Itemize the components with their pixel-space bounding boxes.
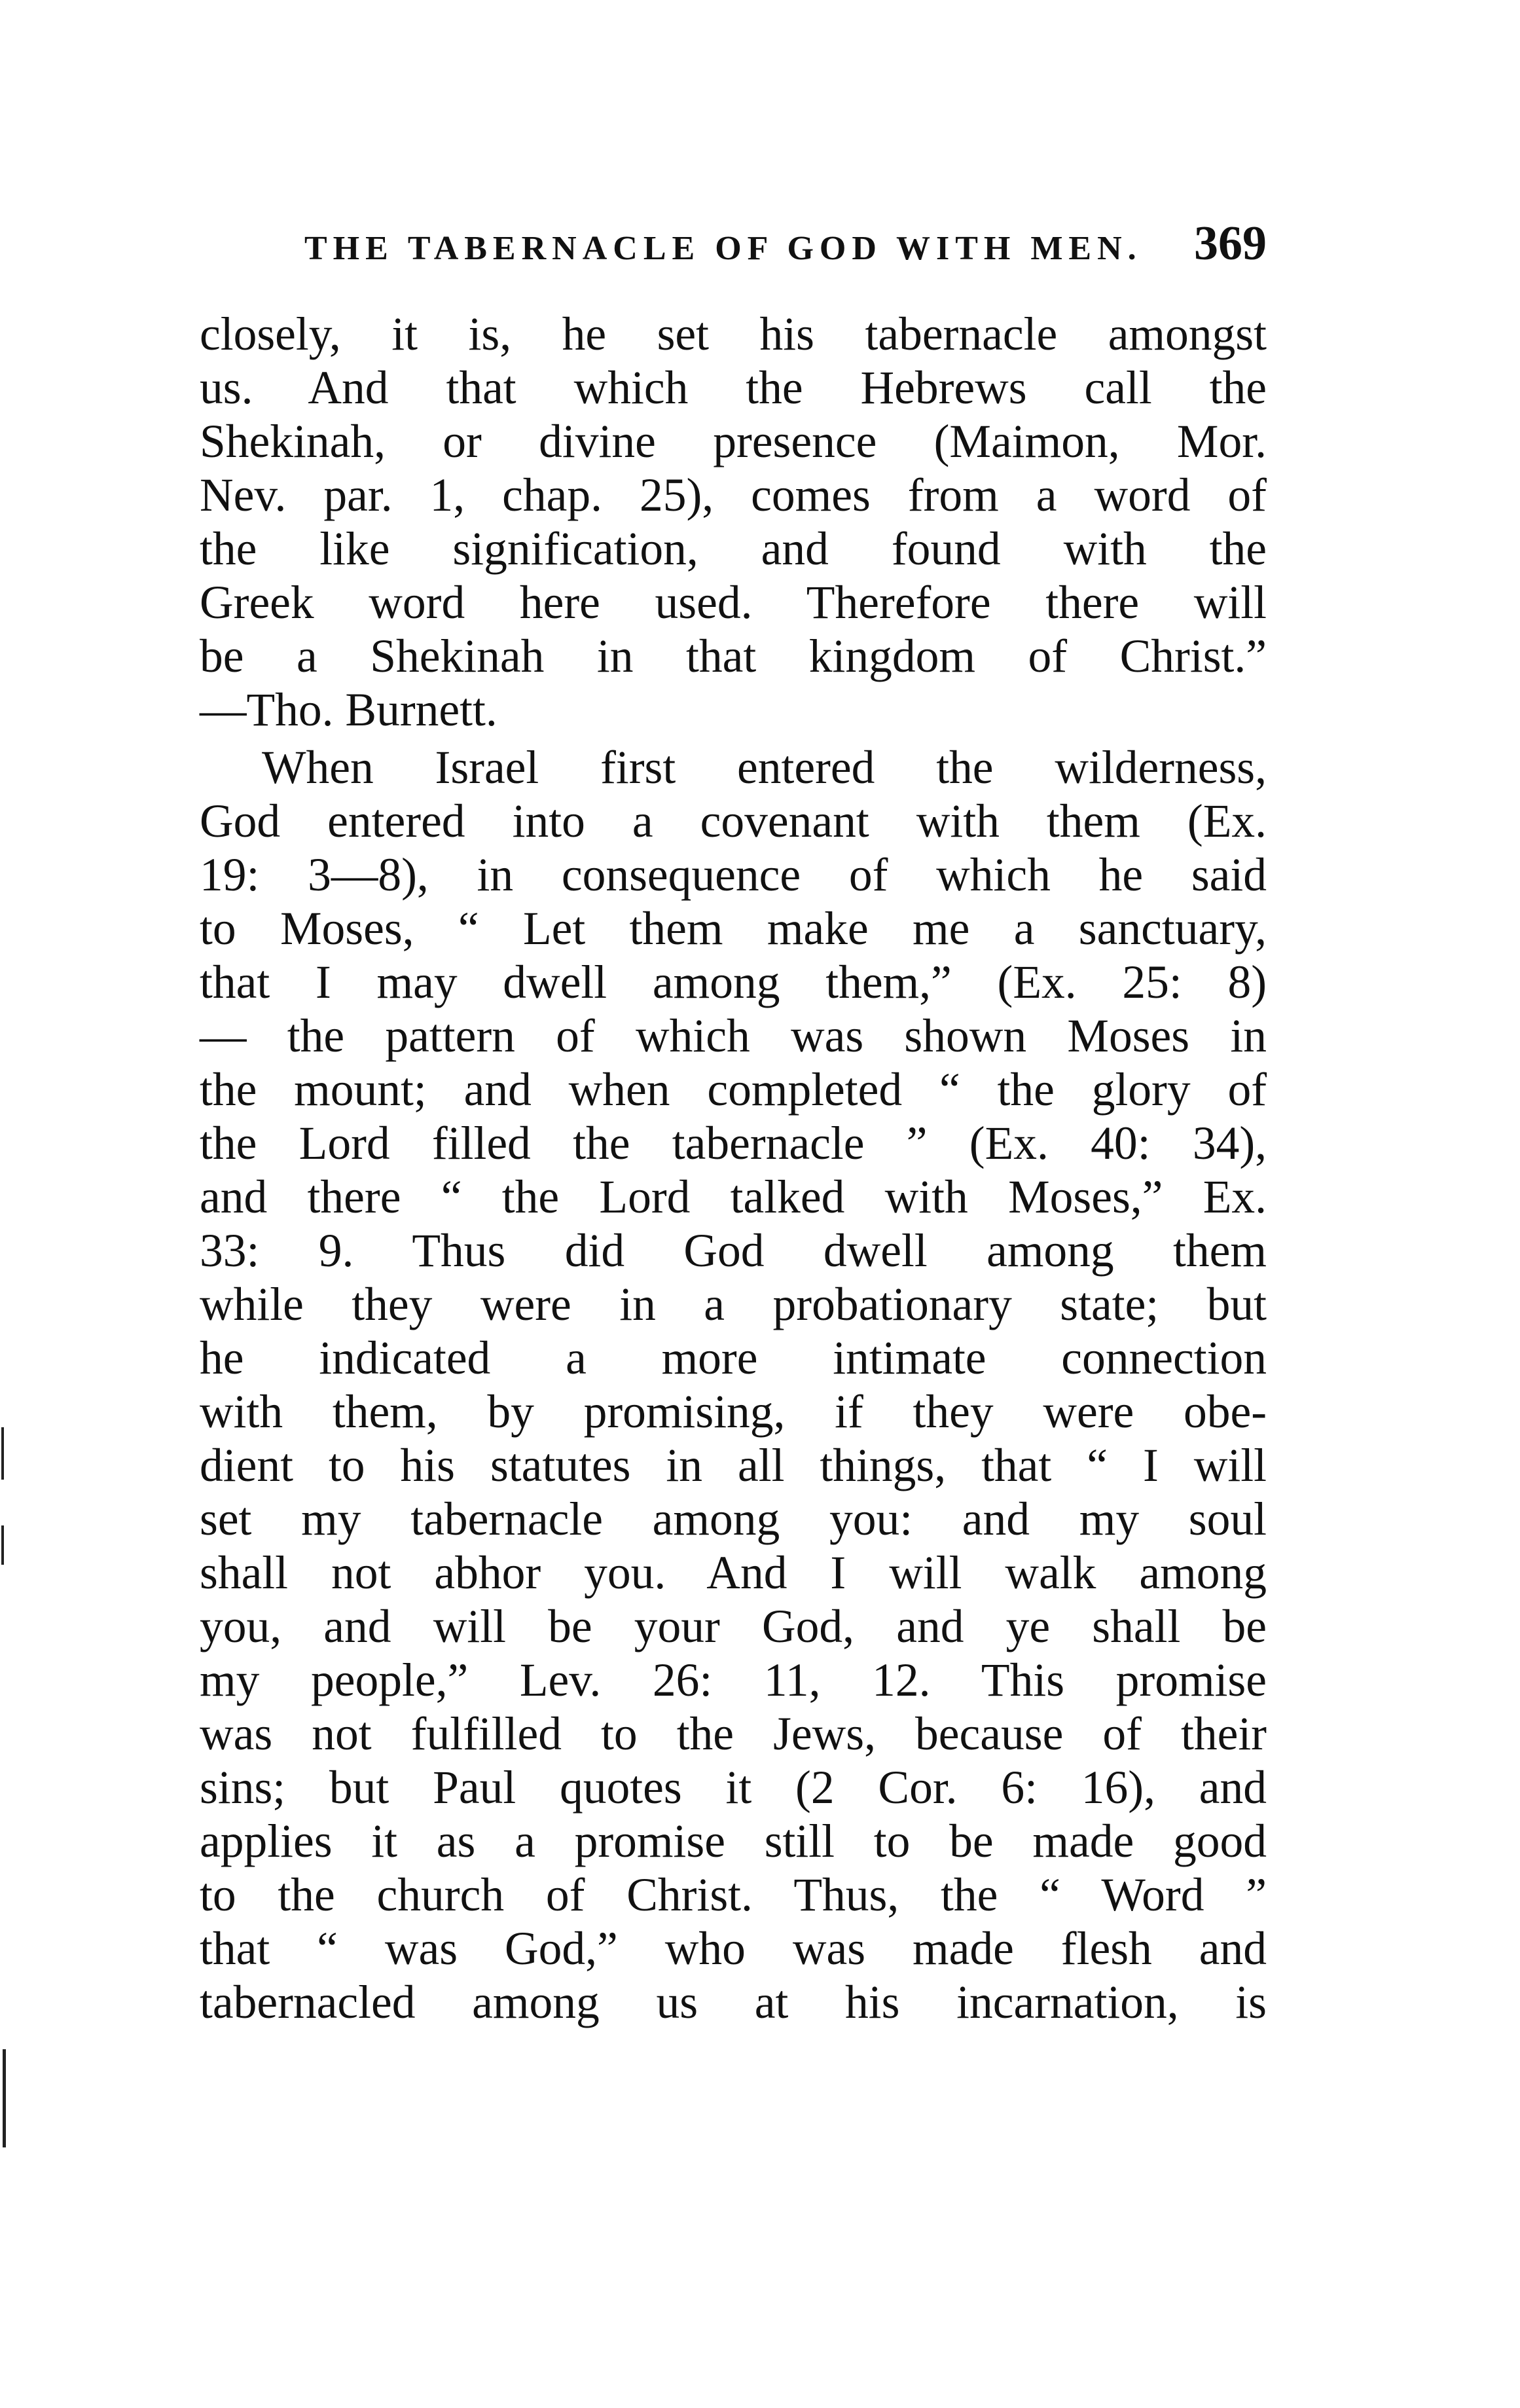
scan-edge-mark — [3, 2049, 6, 2147]
text-line: was not fulfilled to the Jews, because of their — [200, 1708, 1267, 1760]
text-line: — the pattern of which was shown Moses in — [200, 1010, 1267, 1062]
text-line: be a Shekinah in that kingdom of Christ.” — [200, 630, 1267, 682]
text-line: 33: 9. Thus did God dwell among them — [200, 1225, 1267, 1277]
text-line: Greek word here used. Therefore there will — [200, 577, 1267, 629]
text-line: the mount; and when completed “ the glory of — [200, 1064, 1267, 1116]
text-line: to Moses, “ Let them make me a sanctuary, — [200, 903, 1267, 955]
text-line: that “ was God,” who was made flesh and — [200, 1923, 1267, 1975]
text-line: applies it as a promise still to be made good — [200, 1815, 1267, 1867]
text-line: the Lord filled the tabernacle ” (Ex. 40: 34), — [200, 1118, 1267, 1169]
page-number: 369 — [1194, 217, 1267, 270]
text-line: closely, it is, he set his tabernacle amongst — [200, 308, 1267, 360]
text-line: the like signification, and found with the — [200, 523, 1267, 575]
text-line: 19: 3—8), in consequence of which he said — [200, 849, 1267, 901]
text-line: he indicated a more intimate connection — [200, 1332, 1267, 1384]
text-line: while they were in a probationary state; but — [200, 1279, 1267, 1330]
scan-edge-mark — [1, 1427, 4, 1480]
paragraph-2 — [200, 741, 1267, 2030]
text-line: Shekinah, or divine presence (Maimon, Mor. — [200, 416, 1267, 467]
text-line: —Tho. Burnett. — [200, 684, 498, 736]
book-page — [200, 216, 1267, 2030]
running-title: THE TABERNACLE OF GOD WITH MEN. — [304, 230, 1142, 267]
text-line: that I may dwell among them,” (Ex. 25: 8) — [200, 957, 1267, 1008]
text-line: you, and will be your God, and ye shall be — [200, 1601, 1267, 1652]
text-line: God entered into a covenant with them (Ex. — [200, 795, 1267, 847]
text-line: sins; but Paul quotes it (2 Cor. 6: 16), and — [200, 1762, 1267, 1814]
text-line: and there “ the Lord talked with Moses,” Ex. — [200, 1171, 1267, 1223]
paragraph-1 — [200, 308, 1267, 737]
text-line: tabernacled among us at his incarnation, is — [200, 1977, 1267, 2028]
text-line: When Israel first entered the wilderness, — [262, 742, 1267, 794]
text-line: to the church of Christ. Thus, the “ Word ” — [200, 1869, 1267, 1921]
text-line: dient to his statutes in all things, that “ I will — [200, 1440, 1267, 1491]
text-line: my people,” Lev. 26: 11, 12. This promise — [200, 1654, 1267, 1706]
text-line: with them, by promising, if they were obe- — [200, 1386, 1267, 1438]
text-line: Nev. par. 1, chap. 25), comes from a word of — [200, 469, 1267, 521]
running-head — [200, 216, 1267, 288]
text-line: shall not abhor you. And I will walk among — [200, 1547, 1267, 1599]
text-line: us. And that which the Hebrews call the — [200, 362, 1267, 414]
scan-edge-mark — [1, 1525, 4, 1565]
text-line: set my tabernacle among you: and my soul — [200, 1493, 1267, 1545]
